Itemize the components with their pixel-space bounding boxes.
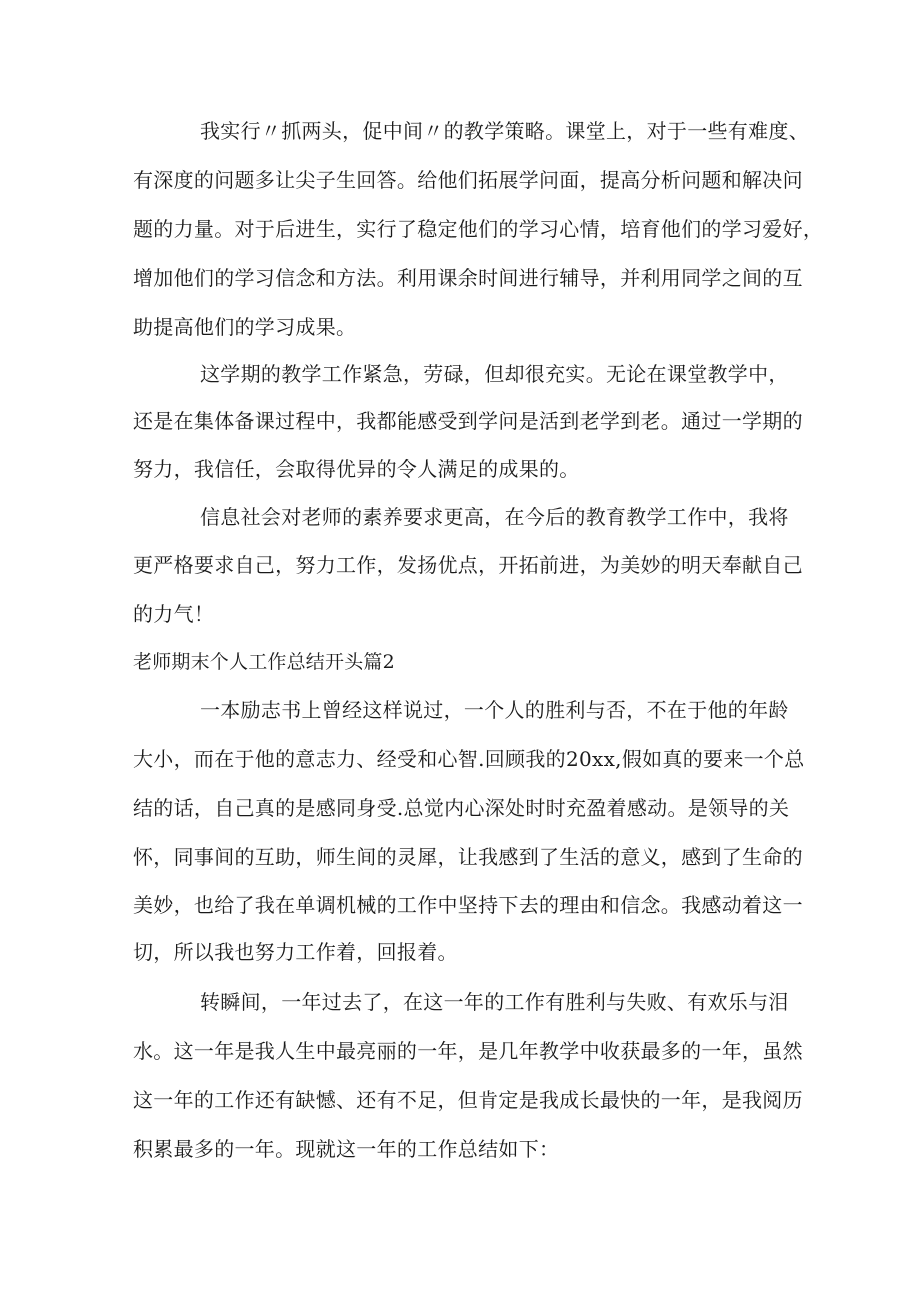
paragraph-4-line-6: 切，所以我也努力工作着，回报着。: [133, 940, 458, 964]
paragraph-4-line-3: 结的话，自己真的是感同身受.总觉内心深处时时充盈着感动。是领导的关: [133, 796, 790, 820]
paragraph-3-line-1: 信息社会对老师的素养要求更高，在今后的教育教学工作中，我将: [200, 505, 789, 529]
paragraph-1-line-4: 增加他们的学习信念和方法。利用课余时间进行辅导，并利用同学之间的互: [133, 266, 803, 290]
paragraph-4-line-2: 大小，而在于他的意志力、经受和心智.回顾我的20xx,假如真的要来一个总: [133, 747, 805, 771]
paragraph-2-line-3: 努力，我信任，会取得优异的令人满足的成果的。: [133, 457, 580, 481]
paragraph-2-line-1: 这学期的教学工作紧急，劳碌，但却很充实。无论在课堂教学中，: [200, 362, 789, 386]
paragraph-1-line-5: 助提高他们的学习成果。: [133, 315, 357, 339]
paragraph-3-line-2: 更严格要求自己，努力工作，发扬优点，开拓前进，为美妙的明天奉献自己: [133, 553, 803, 577]
paragraph-5-line-4: 积累最多的一年。现就这一年的工作总结如下：: [133, 1137, 560, 1161]
paragraph-1-line-1: 我实行〃抓两头，促中间〃的教学策略。课堂上，对于一些有难度、: [200, 119, 809, 143]
paragraph-2-line-2: 还是在集体备课过程中，我都能感受到学问是活到老学到老。通过一学期的: [133, 409, 803, 433]
paragraph-1-line-3: 题的力量。对于后进生，实行了稳定他们的学习心情，培育他们的学习爱好，: [133, 217, 824, 241]
paragraph-1-line-2: 有深度的问题多让尖子生回答。给他们拓展学问面，提高分析问题和解决问: [133, 168, 803, 192]
paragraph-4-line-1: 一本励志书上曾经这样说过，一个人的胜利与否，不在于他的年龄: [200, 698, 789, 722]
paragraph-5-line-3: 这一年的工作还有缺憾、还有不足，但肯定是我成长最快的一年，是我阅历: [133, 1088, 803, 1112]
paragraph-5-line-2: 水。这一年是我人生中最亮丽的一年，是几年教学中收获最多的一年，虽然: [133, 1039, 803, 1063]
paragraph-3-line-3: 的力气！: [133, 602, 215, 626]
paragraph-4-line-5: 美妙，也给了我在单调机械的工作中坚持下去的理由和信念。我感动着这一: [133, 893, 803, 917]
paragraph-5-line-1: 转瞬间，一年过去了，在这一年的工作有胜利与失败、有欢乐与泪: [200, 990, 789, 1014]
paragraph-4-line-4: 怀，同事间的互助，师生间的灵犀，让我感到了生活的意义，感到了生命的: [133, 845, 803, 869]
section-heading: 老师期末个人工作总结开头篇2: [133, 651, 395, 673]
